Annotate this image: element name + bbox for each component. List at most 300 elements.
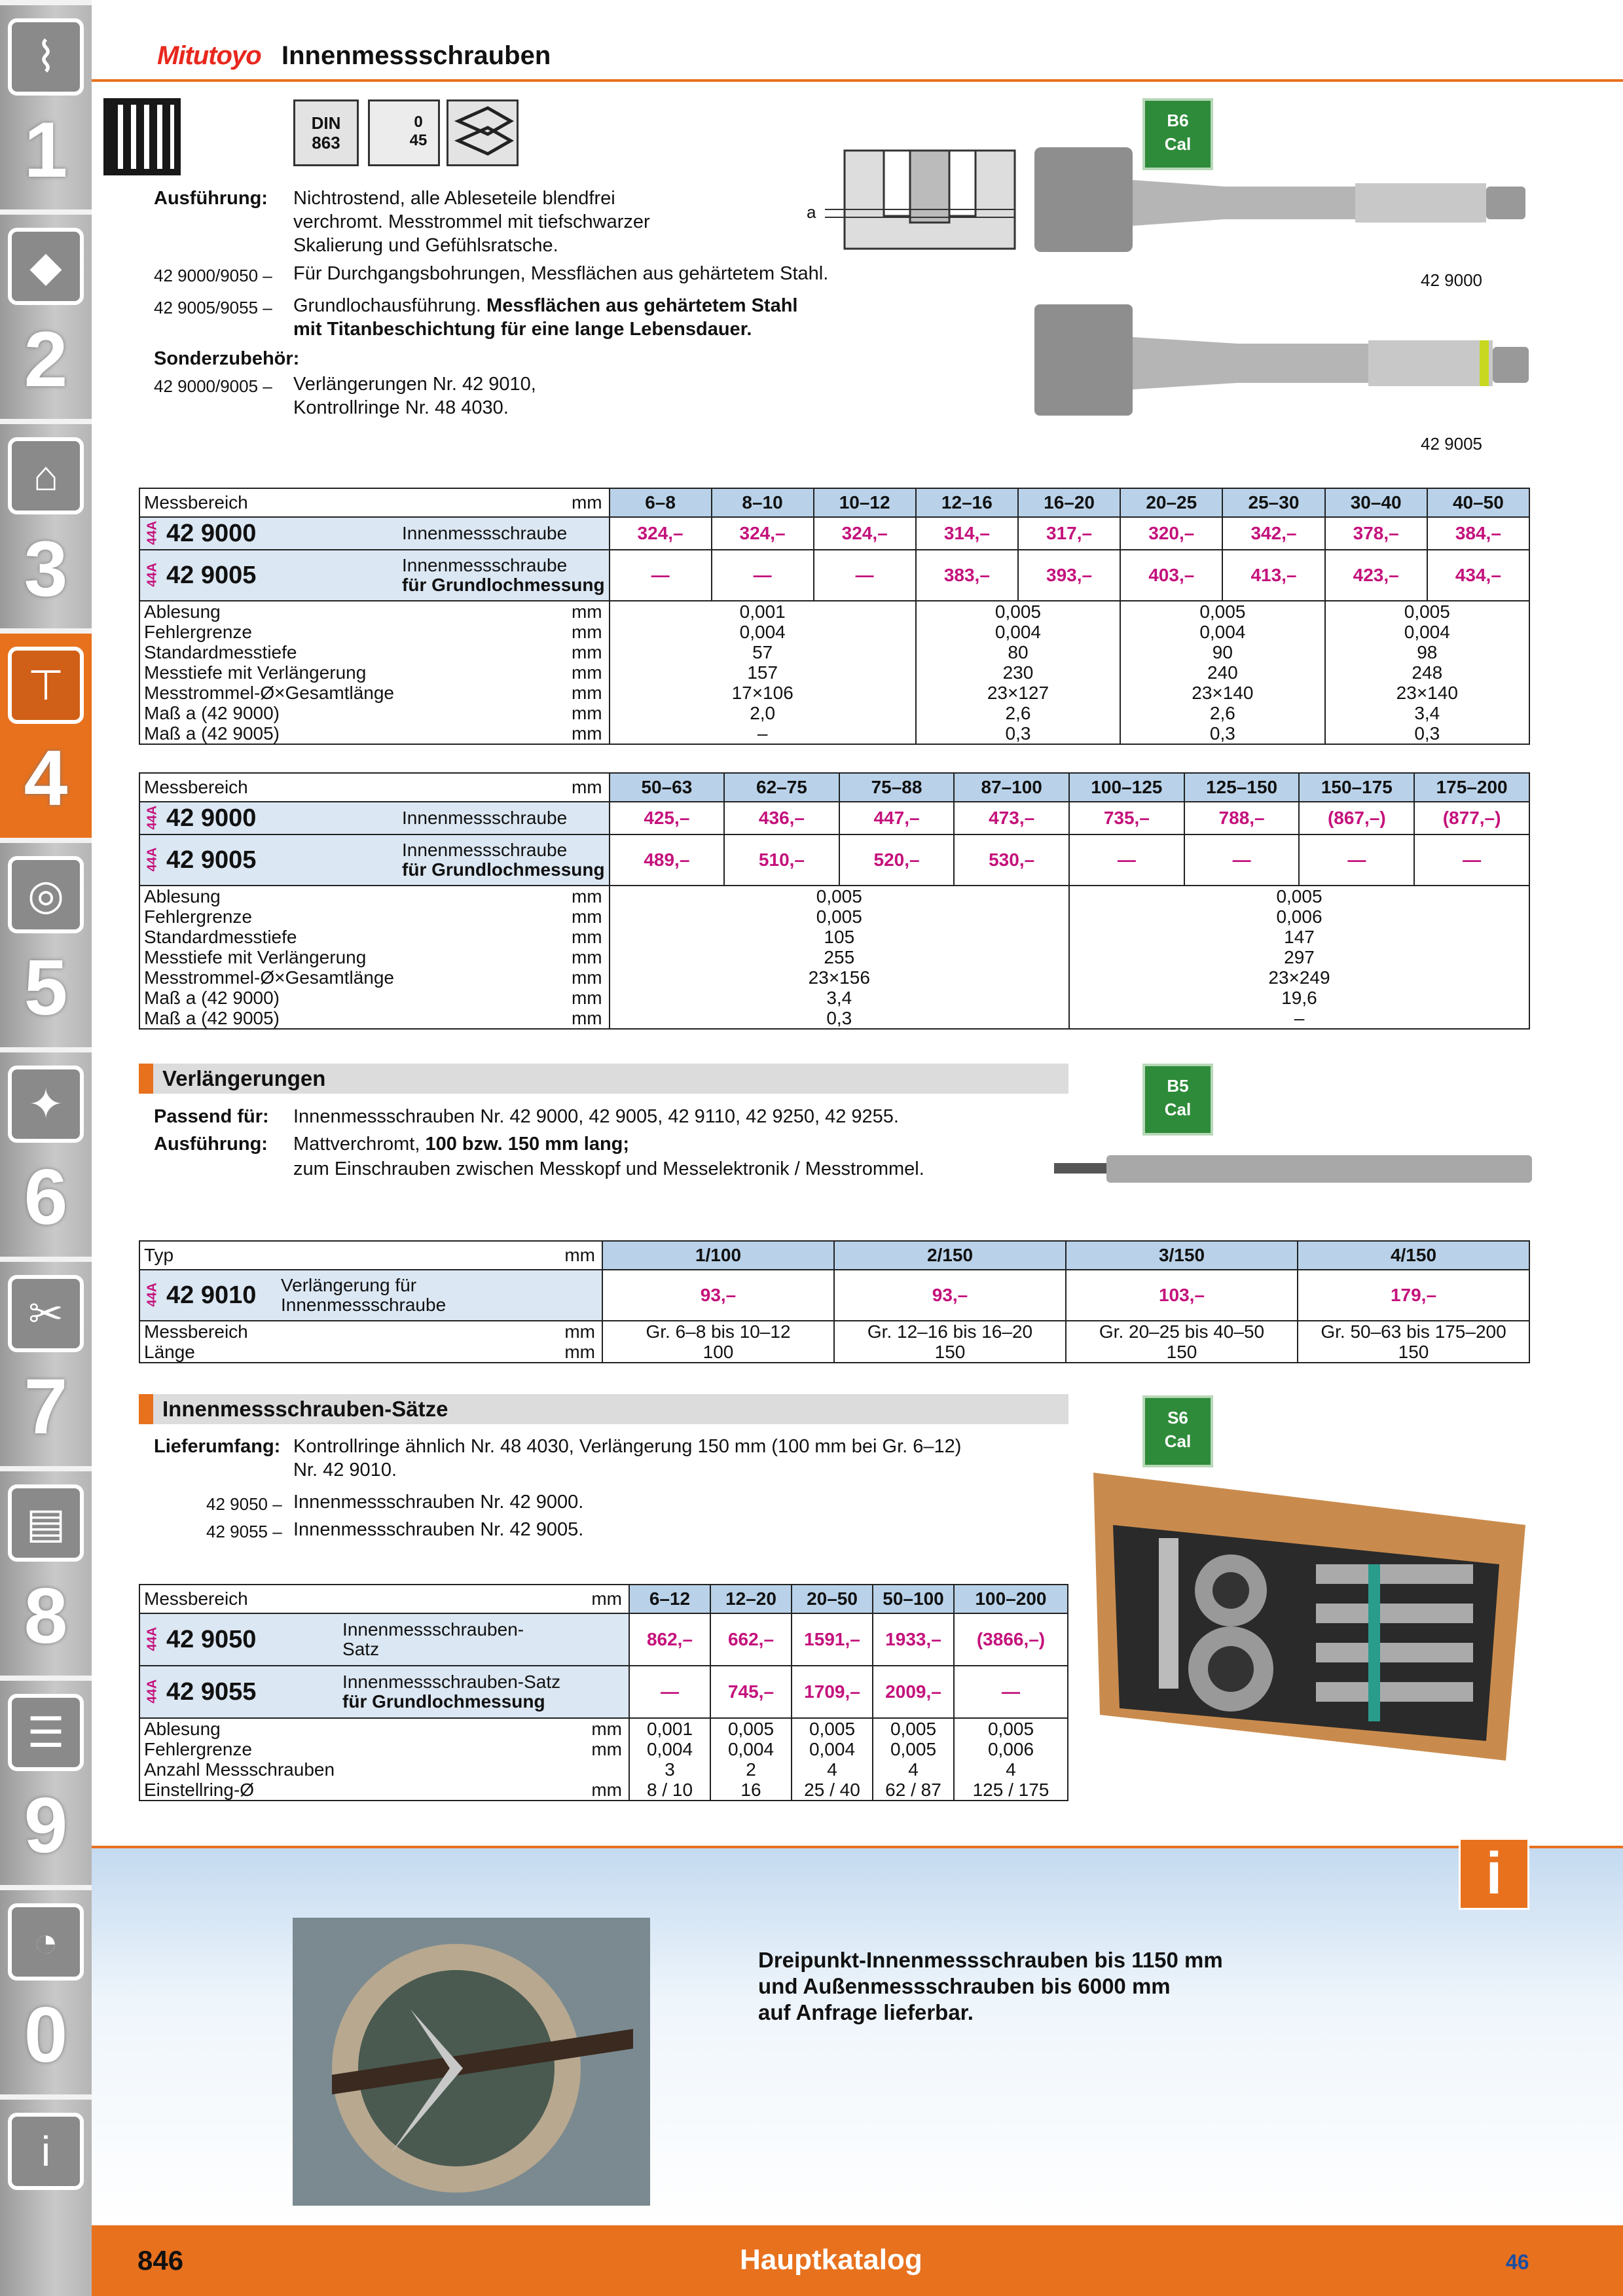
table-cell: — xyxy=(610,550,712,601)
din-863-icon: DIN 863 xyxy=(293,99,359,166)
table-cell: Messbereich xyxy=(139,1321,277,1342)
table-cell: 100 xyxy=(602,1342,834,1363)
spec-row xyxy=(139,1780,1068,1801)
table-cell: 93,– xyxy=(834,1270,1066,1321)
table-cell: Innenmessschraube xyxy=(398,517,610,550)
note-code-1: 42 9000/9050 – xyxy=(154,266,272,285)
image-caption-429005: 42 9005 xyxy=(1421,434,1482,454)
table-cell: mm xyxy=(398,967,610,988)
table-cell: Messbereich xyxy=(139,488,398,517)
table-cell: mm xyxy=(398,773,610,802)
verl-ausf-text: Mattverchromt, 100 bzw. 150 mm lang; xyxy=(293,1134,630,1155)
spec-row xyxy=(139,1321,1529,1342)
table-cell: 0,3 xyxy=(1120,723,1324,744)
workshop-photo xyxy=(293,1918,650,2206)
insert-icon: ◆ xyxy=(8,228,84,305)
table-cell: Einstellring-Ø xyxy=(139,1780,338,1801)
satz-text-2: Innenmessschrauben Nr. 42 9005. xyxy=(293,1519,584,1540)
table-cell: 297 xyxy=(1069,947,1529,967)
spec-row xyxy=(139,1739,1068,1759)
badge-b5-cal: B5 Cal xyxy=(1142,1064,1213,1136)
table-cell: 125 / 175 xyxy=(954,1780,1068,1801)
product-row-429000 xyxy=(139,517,1529,550)
clamp-icon: ⌂ xyxy=(8,437,84,514)
table-cell: mm xyxy=(398,927,610,947)
sidebar-number: 1 xyxy=(24,106,68,194)
spec-row xyxy=(139,683,1529,703)
table-cell: (867,–) xyxy=(1299,802,1414,834)
table-cell: mm xyxy=(398,703,610,723)
table-cell: 6–12 xyxy=(629,1585,710,1613)
table-cell: 3 xyxy=(629,1759,710,1780)
table-cell: 44A 42 9055 xyxy=(139,1666,338,1718)
note-text-2: Grundlochausführung. Messflächen aus gehärtetem Stahl xyxy=(293,295,798,316)
table-cell: 662,– xyxy=(710,1613,792,1666)
spec-row xyxy=(139,601,1529,622)
table-cell: 90 xyxy=(1120,642,1324,662)
table-cell: Fehlergrenze xyxy=(139,906,398,927)
table-cell: 3,4 xyxy=(610,988,1069,1008)
ausfuehrung-text-3: Skalierung und Gefühlsratsche. xyxy=(293,235,558,256)
diagram-a-label: a xyxy=(807,202,816,222)
table-cell: 317,– xyxy=(1018,517,1120,550)
sub-page-number: 46 xyxy=(1506,2250,1529,2274)
sidebar-number: 9 xyxy=(24,1782,68,1869)
table-cell: 425,– xyxy=(610,802,725,834)
table-cell: Maß a (42 9000) xyxy=(139,703,398,723)
table-cell: — xyxy=(1069,834,1184,886)
saw-icon: ◎ xyxy=(8,856,84,933)
table-cell: 255 xyxy=(610,947,1069,967)
table-cell: 150 xyxy=(1066,1342,1298,1363)
catalog-title: Hauptkatalog xyxy=(740,2244,922,2276)
info-icon: i xyxy=(8,2113,84,2190)
table-cell: 0,005 xyxy=(873,1718,954,1739)
table-cell: 100–125 xyxy=(1069,773,1184,802)
table-cell: 735,– xyxy=(1069,802,1184,834)
table-cell: 175–200 xyxy=(1414,773,1529,802)
table-cell: 320,– xyxy=(1120,517,1222,550)
table-cell: 473,– xyxy=(954,802,1069,834)
page-header xyxy=(92,36,1623,82)
qr-code-icon[interactable] xyxy=(103,98,181,175)
table-cell: 342,– xyxy=(1222,517,1324,550)
sidebar-tab-2[interactable] xyxy=(0,209,92,419)
table-cell: Ablesung xyxy=(139,886,398,906)
table-cell: 0,005 xyxy=(792,1718,873,1739)
table-cell: 44A 42 9000 xyxy=(139,517,398,550)
sonderzubehoer-label: Sonderzubehör: xyxy=(154,348,300,369)
product-row-429000 xyxy=(139,802,1529,834)
table-cell: 4 xyxy=(954,1759,1068,1780)
table-cell: 393,– xyxy=(1018,550,1120,601)
product-image-429005 xyxy=(1028,298,1539,429)
set-case-image xyxy=(1080,1460,1539,1767)
table-cell xyxy=(338,1759,629,1780)
table-header-row xyxy=(139,488,1529,517)
table-cell: 0,3 xyxy=(610,1008,1069,1029)
sidebar-tab-1[interactable] xyxy=(0,0,92,209)
table-cell: 12–16 xyxy=(916,488,1018,517)
table-cell: 230 xyxy=(916,662,1120,683)
info-text-2: und Außenmessschrauben bis 6000 mm xyxy=(758,1974,1171,1998)
table-cell: 98 xyxy=(1325,642,1529,662)
wrench-icon: ✦ xyxy=(8,1066,84,1143)
table-cell: 150 xyxy=(834,1342,1066,1363)
spec-row xyxy=(139,967,1529,988)
table-cell: 23×140 xyxy=(1325,683,1529,703)
table-cell: 8–10 xyxy=(712,488,814,517)
sidebar-tab-6[interactable] xyxy=(0,1047,92,1257)
satz-code-2: 42 9055 – xyxy=(206,1522,282,1541)
page-number: 846 xyxy=(137,2245,184,2276)
table-cell: 520,– xyxy=(839,834,955,886)
table-cell: 8 / 10 xyxy=(629,1780,710,1801)
info-text-1: Dreipunkt-Innenmessschrauben bis 1150 mm xyxy=(758,1948,1223,1972)
table-cell: 6–8 xyxy=(610,488,712,517)
brand-logo: Mitutoyo xyxy=(157,41,261,70)
info-icon: i xyxy=(1459,1838,1529,1910)
sidebar-tab-8[interactable] xyxy=(0,1466,92,1676)
table-cell: 0,005 xyxy=(916,601,1120,622)
table-cell: 0,005 xyxy=(710,1718,792,1739)
sidebar-tab-4[interactable] xyxy=(0,628,92,838)
table-cell: Messtrommel-Ø×Gesamtlänge xyxy=(139,967,398,988)
table-cell: Gr. 12–16 bis 16–20 xyxy=(834,1321,1066,1342)
table-cell: 23×127 xyxy=(916,683,1120,703)
table-cell: 0,005 xyxy=(1120,601,1324,622)
table-cell: Verlängerung für Innenmessschraube xyxy=(277,1270,602,1321)
passend-text: Innenmessschrauben Nr. 42 9000, 42 9005, 42 9110, 42 9250, 42 9255. xyxy=(293,1106,899,1127)
table-cell: 16–20 xyxy=(1018,488,1120,517)
spec-row xyxy=(139,703,1529,723)
table-cell: 0,006 xyxy=(954,1739,1068,1759)
sidebar-number: 7 xyxy=(24,1363,68,1450)
table-cell: 12–20 xyxy=(710,1585,792,1613)
sidebar-tab-5[interactable] xyxy=(0,838,92,1047)
spec-row xyxy=(139,622,1529,642)
safety-glasses-icon: ◔ xyxy=(8,1903,84,1981)
table-cell: 0,005 xyxy=(1325,601,1529,622)
table-cell: Standardmesstiefe xyxy=(139,927,398,947)
table-cell: 1591,– xyxy=(792,1613,873,1666)
table-cell: 510,– xyxy=(724,834,839,886)
table-cell: 745,– xyxy=(710,1666,792,1718)
table-cell: 40–50 xyxy=(1427,488,1529,517)
table-cell: mm xyxy=(338,1585,629,1613)
sidebar-number: 2 xyxy=(24,315,68,403)
table-cell: Fehlergrenze xyxy=(139,1739,338,1759)
table-cell: 10–12 xyxy=(814,488,916,517)
table-cell: 4 xyxy=(792,1759,873,1780)
table-cell: Ablesung xyxy=(139,601,398,622)
table-cell: 3,4 xyxy=(1325,703,1529,723)
satz-code-1: 42 9050 – xyxy=(206,1494,282,1514)
pliers-icon: ✂ xyxy=(8,1275,84,1352)
table-cell: 324,– xyxy=(712,517,814,550)
table-cell: 2009,– xyxy=(873,1666,954,1718)
table-cell: mm xyxy=(398,622,610,642)
note-text-2b: mit Titanbeschichtung für eine lange Lebensdauer. xyxy=(293,319,752,340)
table-cell: — xyxy=(1184,834,1300,886)
table-cell: 0,005 xyxy=(610,886,1069,906)
table-cell: — xyxy=(629,1666,710,1718)
table-cell: 57 xyxy=(610,642,916,662)
table-cell: 0,004 xyxy=(916,622,1120,642)
table-cell: 23×156 xyxy=(610,967,1069,988)
sidebar-number: 0 xyxy=(24,1991,68,2079)
badge-b6-cal: B6 Cal xyxy=(1142,98,1213,170)
table-cell: 25 / 40 xyxy=(792,1780,873,1801)
table-cell: 150 xyxy=(1298,1342,1529,1363)
table-cell: Innenmessschrauben-Satz für Grundlochmessung xyxy=(338,1666,629,1718)
table-header-row xyxy=(139,773,1529,802)
lieferumfang-text-1: Kontrollringe ähnlich Nr. 48 4030, Verlängerung 150 mm (100 mm bei Gr. 6–12) xyxy=(293,1436,962,1457)
table-cell: 436,– xyxy=(724,802,839,834)
spec-row xyxy=(139,886,1529,906)
table-cell: 125–150 xyxy=(1184,773,1300,802)
ausfuehrung-label: Ausführung: xyxy=(154,188,268,209)
table-cell: 0,3 xyxy=(1325,723,1529,744)
table-cell: 4/150 xyxy=(1298,1241,1529,1270)
table-cell: — xyxy=(712,550,814,601)
table-cell: mm xyxy=(338,1780,629,1801)
table-cell: mm xyxy=(398,988,610,1008)
table-cell: 75–88 xyxy=(839,773,955,802)
table-cell: Maß a (42 9000) xyxy=(139,988,398,1008)
table-cell: mm xyxy=(277,1241,602,1270)
table-cell: 44A 42 9010 xyxy=(139,1270,277,1321)
spec-row xyxy=(139,906,1529,927)
table-cell: Maß a (42 9005) xyxy=(139,723,398,744)
badge-s6-cal: S6 Cal xyxy=(1142,1395,1213,1467)
table-cell: 44A 42 9005 xyxy=(139,550,398,601)
table-cell: 862,– xyxy=(629,1613,710,1666)
table-cell: Fehlergrenze xyxy=(139,622,398,642)
table-cell: 788,– xyxy=(1184,802,1300,834)
table-cell: Messbereich xyxy=(139,1585,338,1613)
table-cell: 17×106 xyxy=(610,683,916,703)
verl-ausf-text-2: zum Einschrauben zwischen Messkopf und Messelektronik / Messtrommel. xyxy=(293,1158,924,1179)
lieferumfang-label: Lieferumfang: xyxy=(154,1436,281,1457)
sidebar-tab-7[interactable] xyxy=(0,1257,92,1466)
page-title: Innenmessschrauben xyxy=(282,41,551,70)
table-cell: 25–30 xyxy=(1222,488,1324,517)
table-verlaengerungen xyxy=(139,1240,1530,1363)
spec-row xyxy=(139,988,1529,1008)
table-cell: 0,001 xyxy=(629,1718,710,1739)
table-cell: 150–175 xyxy=(1299,773,1414,802)
table-cell: 0,005 xyxy=(610,906,1069,927)
bore-measure-icon xyxy=(447,99,519,166)
table-cell: mm xyxy=(398,601,610,622)
table-cell: Messtiefe mit Verlängerung xyxy=(139,947,398,967)
table-cell: — xyxy=(954,1666,1068,1718)
product-row-429050 xyxy=(139,1613,1068,1666)
table-cell: 80 xyxy=(916,642,1120,662)
table-cell: Maß a (42 9005) xyxy=(139,1008,398,1029)
table-cell: Innenmessschraube für Grundlochmessung xyxy=(398,550,610,601)
table-cell: 62 / 87 xyxy=(873,1780,954,1801)
table-cell: 413,– xyxy=(1222,550,1324,601)
table-cell: Innenmessschraube xyxy=(398,802,610,834)
image-caption-429000: 42 9000 xyxy=(1421,270,1482,290)
table-cell: 87–100 xyxy=(954,773,1069,802)
table-cell: 0,006 xyxy=(1069,906,1529,927)
spec-row xyxy=(139,1342,1529,1363)
table-saetze xyxy=(139,1584,1068,1801)
table-cell: 50–63 xyxy=(610,773,725,802)
sidebar-number: 4 xyxy=(24,734,68,822)
caliper-icon: ⊤ xyxy=(8,647,84,724)
table-cell: 105 xyxy=(610,927,1069,947)
table-cell: Standardmesstiefe xyxy=(139,642,398,662)
table-cell: 314,– xyxy=(916,517,1018,550)
table-cell: 248 xyxy=(1325,662,1529,683)
table-cell: Anzahl Messschrauben xyxy=(139,1759,338,1780)
table-header-row xyxy=(139,1241,1529,1270)
satz-text-1: Innenmessschrauben Nr. 42 9000. xyxy=(293,1492,584,1513)
ausfuehrung-text-2: verchromt. Messtrommel mit tiefschwarzer xyxy=(293,211,650,232)
table-cell: 103,– xyxy=(1066,1270,1298,1321)
table-cell: mm xyxy=(277,1321,602,1342)
table-cell: — xyxy=(814,550,916,601)
table-cell: 16 xyxy=(710,1780,792,1801)
sidebar-tab-0[interactable] xyxy=(0,1885,92,2094)
table-cell: 62–75 xyxy=(724,773,839,802)
table-cell: 0,004 xyxy=(1325,622,1529,642)
table-cell: mm xyxy=(398,1008,610,1029)
table-cell: 93,– xyxy=(602,1270,834,1321)
spec-row xyxy=(139,1759,1068,1780)
table-cell: mm xyxy=(398,906,610,927)
page-footer xyxy=(92,2225,1623,2296)
verl-ausf-label: Ausführung: xyxy=(154,1134,268,1155)
table-cell: mm xyxy=(338,1718,629,1739)
sidebar-number: 5 xyxy=(24,944,68,1031)
table-cell: — xyxy=(1414,834,1529,886)
table-cell: mm xyxy=(398,488,610,517)
table-cell: 0,005 xyxy=(873,1739,954,1759)
sidebar-tab-9[interactable] xyxy=(0,1676,92,1885)
table-cell: 324,– xyxy=(610,517,712,550)
table-cell: 0,004 xyxy=(792,1739,873,1759)
table-cell: Ablesung xyxy=(139,1718,338,1739)
table-cell: Gr. 50–63 bis 175–200 xyxy=(1298,1321,1529,1342)
table-cell: mm xyxy=(398,662,610,683)
table-cell: 2 xyxy=(710,1759,792,1780)
table-cell: 0,3 xyxy=(916,723,1120,744)
table-cell: 20–50 xyxy=(792,1585,873,1613)
table-cell: mm xyxy=(398,947,610,967)
table-cell: 3/150 xyxy=(1066,1241,1298,1270)
table-cell: 383,– xyxy=(916,550,1018,601)
table-cell: 44A 42 9005 xyxy=(139,834,398,886)
table-cell: — xyxy=(1299,834,1414,886)
note-code-2: 42 9005/9055 – xyxy=(154,298,272,317)
chapter-sidebar xyxy=(0,0,92,2296)
spec-row xyxy=(139,927,1529,947)
table-cell: 384,– xyxy=(1427,517,1529,550)
lieferumfang-text-2: Nr. 42 9010. xyxy=(293,1460,397,1480)
table-cell: 324,– xyxy=(814,517,916,550)
spec-row xyxy=(139,662,1529,683)
table-cell: 240 xyxy=(1120,662,1324,683)
table-cell: 530,– xyxy=(954,834,1069,886)
spec-row xyxy=(139,642,1529,662)
product-row-429005 xyxy=(139,834,1529,886)
sonder-code: 42 9000/9005 – xyxy=(154,376,272,396)
table-cell: 434,– xyxy=(1427,550,1529,601)
sidebar-number: 6 xyxy=(24,1153,68,1241)
spec-row xyxy=(139,1718,1068,1739)
table-cell: Gr. 20–25 bis 40–50 xyxy=(1066,1321,1298,1342)
drill-icon: ⌇ xyxy=(8,18,84,96)
table-cell: Innenmessschrauben- Satz xyxy=(338,1613,629,1666)
table-cell: – xyxy=(1069,1008,1529,1029)
spec-row xyxy=(139,723,1529,744)
table-cell: mm xyxy=(398,723,610,744)
table-cell: 44A 42 9050 xyxy=(139,1613,338,1666)
table-cell: 1/100 xyxy=(602,1241,834,1270)
table-cell: 23×249 xyxy=(1069,967,1529,988)
table-cell: 4 xyxy=(873,1759,954,1780)
table-cell: Typ xyxy=(139,1241,277,1270)
toolcase-icon: ▤ xyxy=(8,1484,84,1562)
table-cell: mm xyxy=(398,683,610,703)
sidebar-number: 3 xyxy=(24,525,68,613)
table-main-2 xyxy=(139,772,1530,1030)
table-cell: 2/150 xyxy=(834,1241,1066,1270)
table-cell: 19,6 xyxy=(1069,988,1529,1008)
spec-row xyxy=(139,1008,1529,1029)
table-cell: mm xyxy=(398,642,610,662)
table-cell: mm xyxy=(398,886,610,906)
table-cell: 2,6 xyxy=(1120,703,1324,723)
sidebar-tab-3[interactable] xyxy=(0,419,92,628)
table-cell: Messbereich xyxy=(139,773,398,802)
table-cell: Innenmessschraube für Grundlochmessung xyxy=(398,834,610,886)
product-row-429010 xyxy=(139,1270,1529,1321)
table-cell: 423,– xyxy=(1325,550,1427,601)
table-main-1 xyxy=(139,488,1530,745)
scale-icon: 0 45 xyxy=(368,99,440,166)
table-cell: 100–200 xyxy=(954,1585,1068,1613)
table-cell: mm xyxy=(277,1342,602,1363)
ausfuehrung-text-1: Nichtrostend, alle Ableseteile blendfrei xyxy=(293,188,615,209)
table-cell: 447,– xyxy=(839,802,955,834)
sidebar-number: 8 xyxy=(24,1572,68,1660)
product-row-429055 xyxy=(139,1666,1068,1718)
table-cell: 0,004 xyxy=(710,1739,792,1759)
table-cell: 0,004 xyxy=(610,622,916,642)
table-cell: 0,001 xyxy=(610,601,916,622)
table-cell: Messtiefe mit Verlängerung xyxy=(139,662,398,683)
product-row-429005 xyxy=(139,550,1529,601)
table-cell: 157 xyxy=(610,662,916,683)
table-cell: 20–25 xyxy=(1120,488,1222,517)
table-cell: Länge xyxy=(139,1342,277,1363)
table-cell: 2,0 xyxy=(610,703,916,723)
table-cell: – xyxy=(610,723,916,744)
sidebar-tab-i[interactable] xyxy=(0,2094,92,2296)
table-cell: (3866,–) xyxy=(954,1613,1068,1666)
spec-row xyxy=(139,947,1529,967)
table-cell: 0,005 xyxy=(954,1718,1068,1739)
table-cell: 0,005 xyxy=(1069,886,1529,906)
sonder-text-1: Verlängerungen Nr. 42 9010, xyxy=(293,374,536,395)
table-cell: 147 xyxy=(1069,927,1529,947)
